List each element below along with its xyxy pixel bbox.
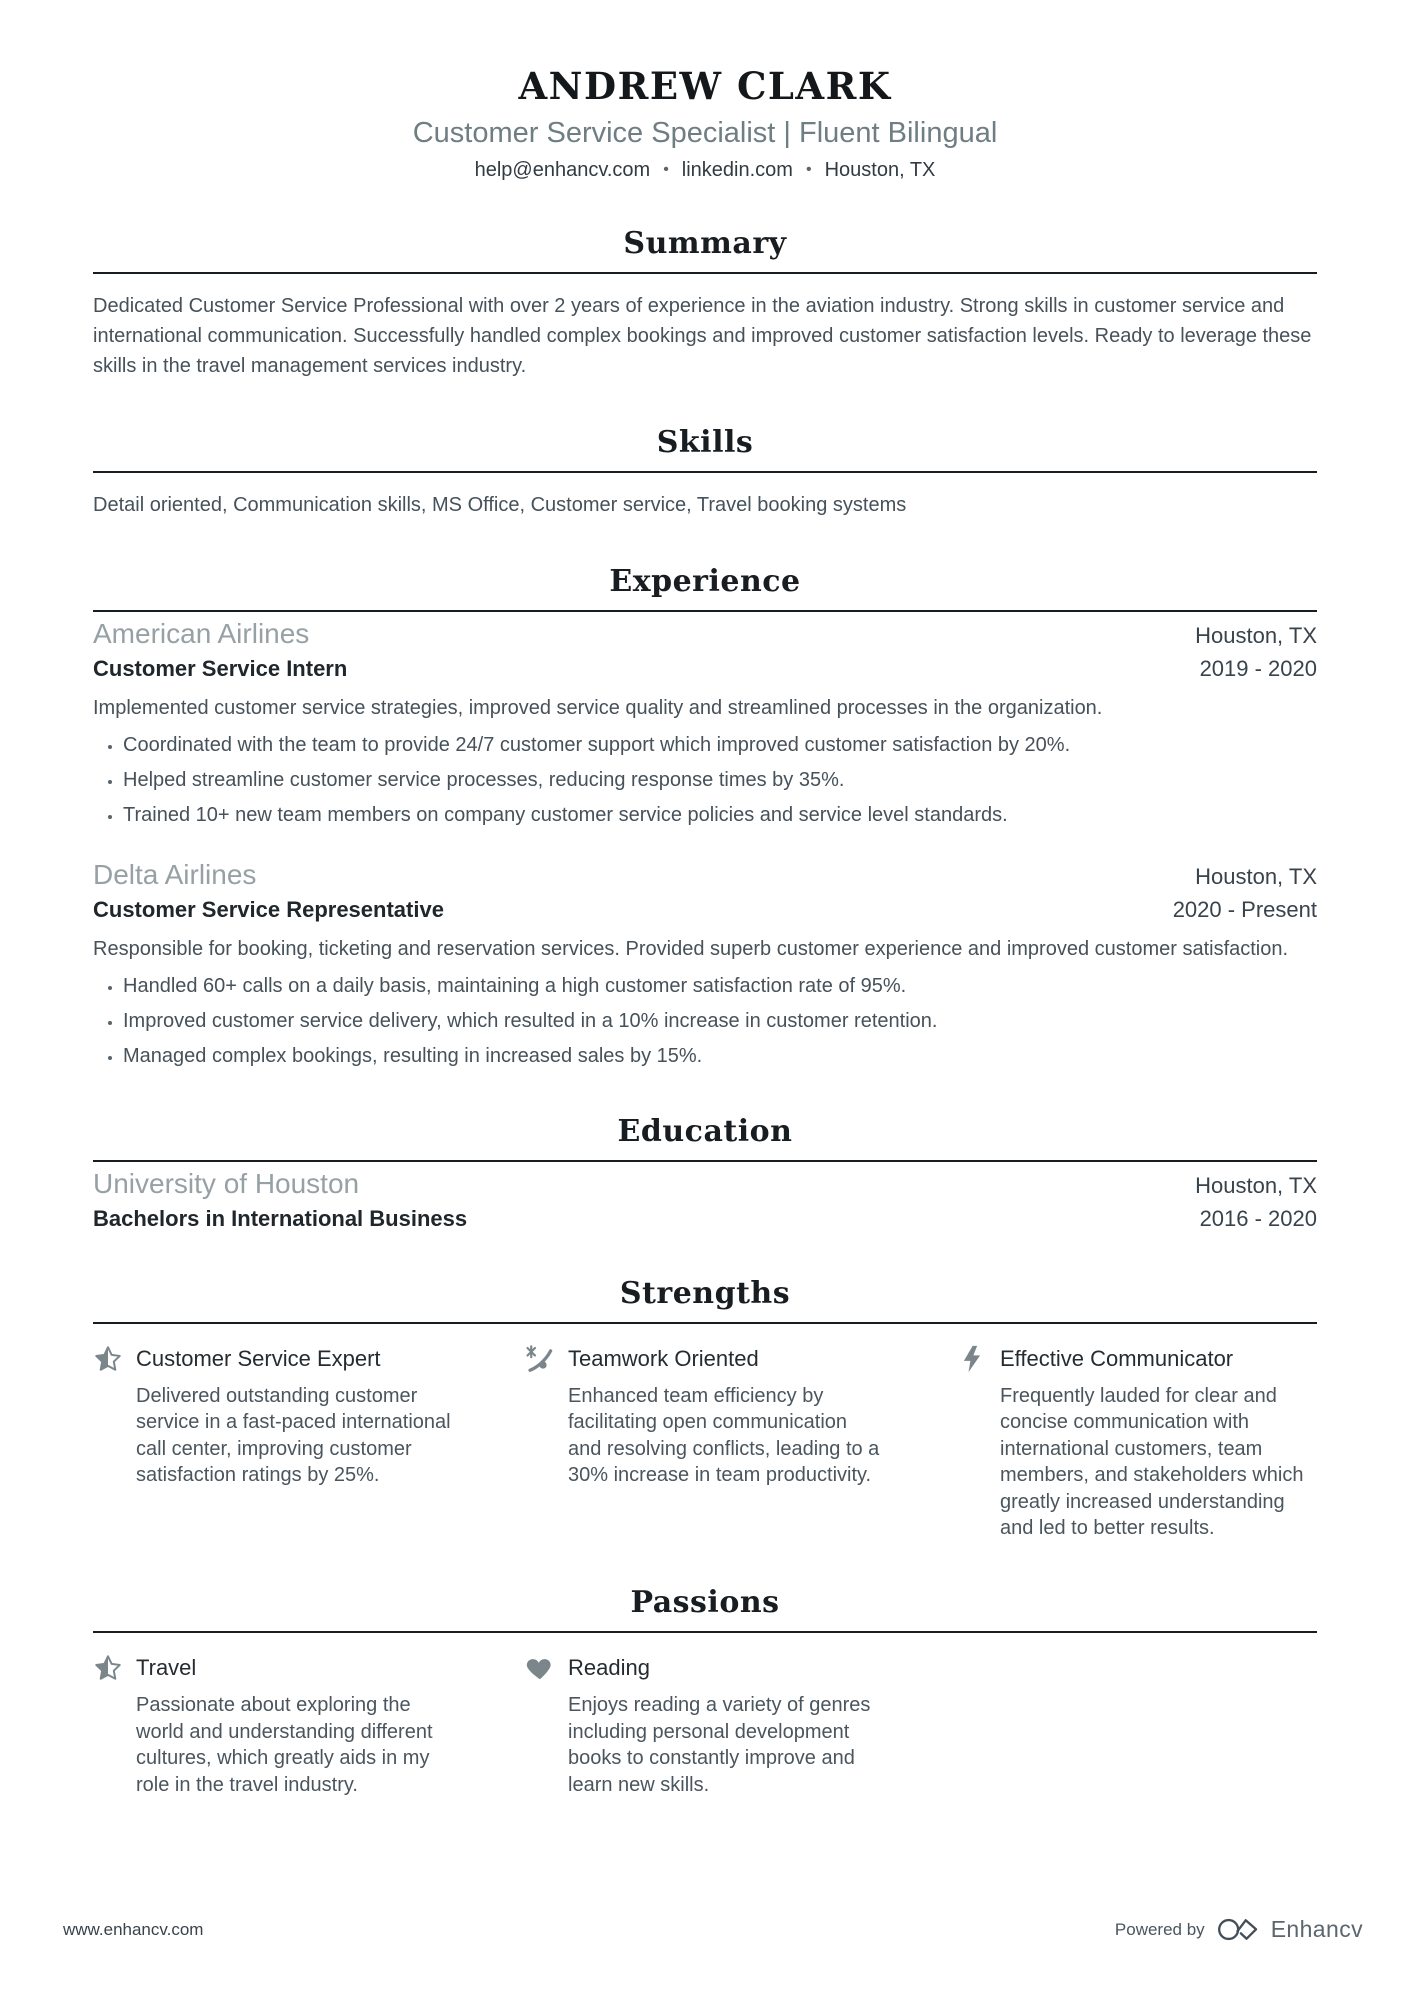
section-strengths bbox=[93, 1276, 1317, 1541]
education-dates: 2016 - 2020 bbox=[1199, 1206, 1317, 1231]
job-location: Houston, TX bbox=[1195, 864, 1317, 889]
website-link[interactable]: www.enhancv.com bbox=[63, 1919, 204, 1939]
enhancv-logo-icon bbox=[1216, 1916, 1260, 1943]
job-bullet: • Coordinated with the team to provide 24/7 customer support which improved customer satisfaction by 20%. bbox=[123, 731, 1317, 759]
job-dates: 2020 - Present bbox=[1172, 897, 1317, 922]
strength-title: Teamwork Oriented bbox=[568, 1346, 759, 1371]
strengths-grid bbox=[93, 1324, 1317, 1541]
job-bullet-list bbox=[93, 972, 1317, 1070]
contact-separator: • bbox=[663, 161, 669, 178]
contact-separator: • bbox=[805, 161, 812, 178]
education-degree: Bachelors in International Business bbox=[93, 1206, 468, 1231]
passion-item bbox=[93, 1653, 453, 1798]
education-heading: Education bbox=[617, 1114, 793, 1149]
education-location: Houston, TX bbox=[1195, 1173, 1317, 1198]
linkedin-link[interactable]: linkedin.com bbox=[681, 159, 793, 181]
skills-heading: Skills bbox=[656, 425, 754, 460]
section-education bbox=[93, 1114, 1317, 1232]
section-passions bbox=[93, 1585, 1317, 1798]
education-school: University of Houston bbox=[93, 1168, 360, 1199]
passions-grid bbox=[93, 1633, 1317, 1798]
skills-text: Detail oriented, Communication skills, MS Office, Customer service, Travel booking systems bbox=[93, 494, 907, 516]
experience-heading: Experience bbox=[609, 564, 801, 599]
strength-item bbox=[525, 1344, 885, 1541]
candidate-title: Customer Service Specialist | Fluent Bilingual bbox=[412, 117, 998, 149]
powered-by-label: Powered by bbox=[1114, 1919, 1205, 1939]
job-bullet: • Helped streamline customer service processes, reducing response times by 35%. bbox=[123, 766, 1317, 794]
section-skills bbox=[93, 425, 1317, 520]
section-summary bbox=[93, 226, 1317, 381]
passion-title: Reading bbox=[568, 1655, 650, 1681]
job-description: Responsible for booking, ticketing and reservation services. Provided superb customer experience and improved customer satisfaction. bbox=[93, 938, 1289, 960]
passion-item bbox=[525, 1653, 885, 1798]
gymnast-icon bbox=[525, 1344, 555, 1374]
resume-header bbox=[93, 64, 1317, 182]
job-dates: 2019 - 2020 bbox=[1199, 656, 1317, 681]
contact-location: Houston, TX bbox=[824, 159, 936, 181]
passion-text: Passionate about exploring the world and understanding different cultures, which greatly aids in my role in the travel industry. bbox=[136, 1694, 433, 1796]
strength-text: Frequently lauded for clear and concise communication with international customers, team members, and stakeholders which greatly increased understanding and led to better results. bbox=[1000, 1385, 1304, 1539]
job-title: Customer Service Representative bbox=[93, 897, 444, 922]
star-half-icon bbox=[93, 1653, 123, 1683]
job-title: Customer Service Intern bbox=[93, 656, 348, 681]
job-company: Delta Airlines bbox=[93, 859, 257, 890]
strength-item bbox=[957, 1344, 1317, 1541]
job-description: Implemented customer service strategies, improved service quality and streamlined processes in the organization. bbox=[93, 697, 1103, 719]
contact-line bbox=[93, 159, 1317, 182]
job-company: American Airlines bbox=[93, 618, 310, 649]
email-link[interactable]: help@enhancv.com bbox=[474, 159, 651, 181]
job-location: Houston, TX bbox=[1195, 623, 1317, 648]
section-experience bbox=[93, 564, 1317, 1070]
brand-wordmark: Enhancv bbox=[1270, 1916, 1363, 1942]
job-bullet-list bbox=[93, 731, 1317, 829]
job-entry bbox=[93, 612, 1317, 829]
strength-title: Customer Service Expert bbox=[136, 1346, 381, 1371]
job-bullet: • Improved customer service delivery, which resulted in a 10% increase in customer retention. bbox=[123, 1007, 1317, 1035]
lightning-icon bbox=[957, 1344, 987, 1374]
strength-item bbox=[93, 1344, 453, 1541]
summary-heading: Summary bbox=[623, 226, 787, 261]
job-entry bbox=[93, 829, 1317, 1070]
candidate-name: ANDREW CLARK bbox=[518, 64, 892, 108]
summary-text: Dedicated Customer Service Professional with over 2 years of experience in the aviation industry. Strong skills in customer service and international communication. Successfully handled complex bookings and improved customer satisfaction levels. Ready to leverage these skills in the travel management services industry. bbox=[93, 295, 1312, 377]
job-bullet: • Trained 10+ new team members on company customer service policies and service level standards. bbox=[123, 801, 1317, 829]
powered-by-link[interactable] bbox=[1115, 1916, 1363, 1943]
education-entry bbox=[93, 1162, 1317, 1232]
strength-text: Delivered outstanding customer service in a fast-paced international call center, improving customer satisfaction ratings by 25%. bbox=[136, 1385, 451, 1487]
passion-text: Enjoys reading a variety of genres including personal development books to constantly improve and learn new skills. bbox=[568, 1694, 871, 1796]
passion-title: Travel bbox=[136, 1655, 197, 1681]
job-bullet: • Handled 60+ calls on a daily basis, maintaining a high customer satisfaction rate of 95%. bbox=[123, 972, 1317, 1000]
strength-title: Effective Communicator bbox=[1000, 1346, 1234, 1371]
page-footer bbox=[63, 1916, 1363, 1943]
star-half-icon bbox=[93, 1344, 123, 1374]
passions-heading: Passions bbox=[630, 1585, 780, 1621]
strengths-heading: Strengths bbox=[619, 1276, 791, 1311]
strength-text: Enhanced team efficiency by facilitating open communication and resolving conflicts, leading to a 30% increase in team productivity. bbox=[568, 1385, 880, 1487]
passion-item-empty bbox=[957, 1653, 1317, 1798]
heart-icon bbox=[525, 1653, 555, 1683]
job-bullet: • Managed complex bookings, resulting in increased sales by 15%. bbox=[123, 1042, 1317, 1070]
